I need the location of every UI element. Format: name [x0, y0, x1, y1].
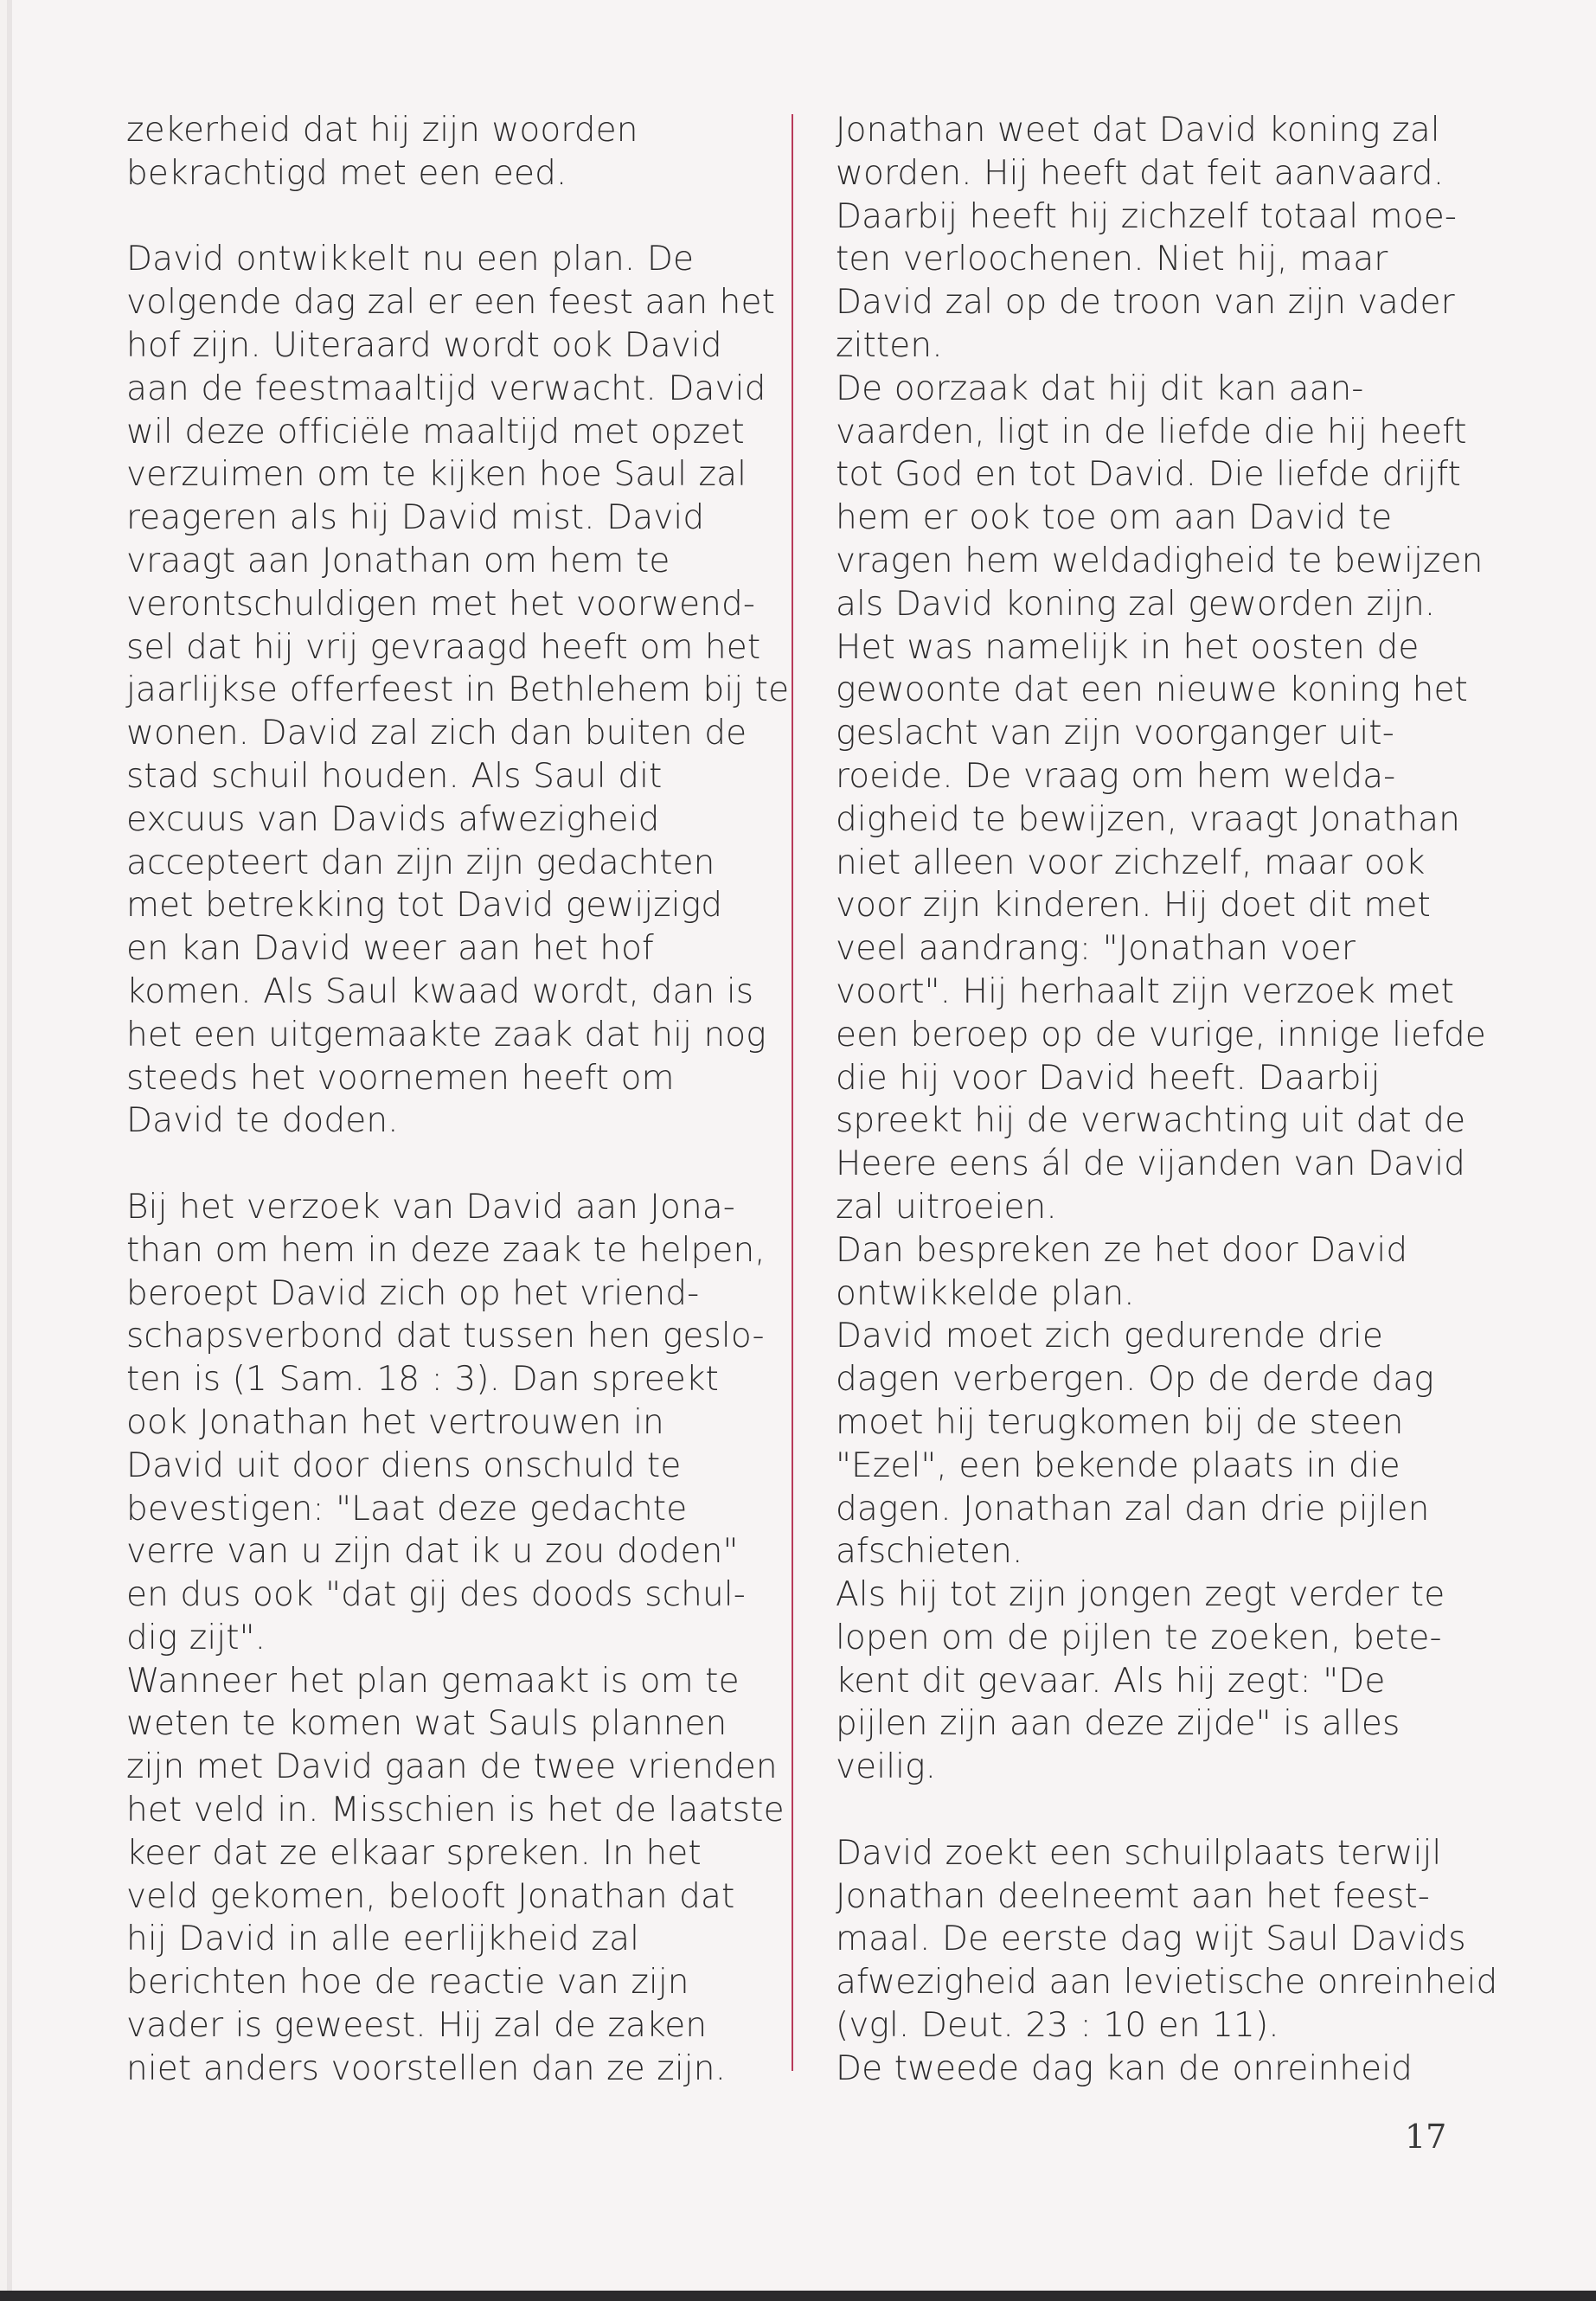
- column-divider: [792, 114, 793, 2071]
- paragraph-gap: [126, 195, 784, 239]
- text-line: Daarbij heeft hij zichzelf totaal moe-: [836, 196, 1457, 236]
- text-line: David ontwikkelt nu een plan. De: [126, 240, 695, 279]
- text-line: wonen. David zal zich dan buiten de: [126, 714, 747, 753]
- text-line: komen. Als Saul kwaad wordt, dan is: [126, 971, 754, 1011]
- text-line: zal uitroeien.: [836, 1187, 1057, 1227]
- scan-edge: [0, 2291, 1596, 2301]
- text-line: David te doden.: [126, 1101, 399, 1141]
- text-line: zijn met David gaan de twee vrienden: [126, 1747, 778, 1787]
- text-line: bekrachtigd met een eed.: [126, 153, 567, 193]
- text-line: aan de feestmaaltijd verwacht. David: [126, 369, 766, 408]
- text-line: roeide. De vraag om hem welda-: [836, 756, 1396, 796]
- text-line: vragen hem weldadigheid te bewijzen: [836, 541, 1484, 580]
- text-line: verontschuldigen met het voorwend-: [126, 584, 756, 624]
- text-line: bevestigen: "Laat deze gedachte: [126, 1489, 688, 1529]
- text-line: veel aandrang: "Jonathan voer: [836, 929, 1356, 969]
- text-line: ook Jonathan het vertrouwen in: [126, 1402, 664, 1442]
- text-line: than om hem in deze zaak te helpen,: [126, 1230, 766, 1270]
- text-line: lopen om de pijlen te zoeken, bete-: [836, 1618, 1442, 1657]
- text-line: wil deze officiële maaltijd met opzet: [126, 412, 745, 452]
- text-line: als David koning zal geworden zijn.: [836, 584, 1436, 624]
- text-line: schapsverbond dat tussen hen geslo-: [126, 1317, 765, 1356]
- text-line: Als hij tot zijn jongen zegt verder te: [836, 1575, 1445, 1615]
- text-line: stad schuil houden. Als Saul dit: [126, 756, 663, 796]
- text-line: "Ezel", een bekende plaats in die: [836, 1445, 1401, 1485]
- text-line: hof zijn. Uiteraard wordt ook David: [126, 325, 722, 365]
- text-line: een beroep op de vurige, innige liefde: [836, 1015, 1486, 1054]
- text-line: keer dat ze elkaar spreken. In het: [126, 1833, 702, 1873]
- text-line: veld gekomen, belooft Jonathan dat: [126, 1876, 735, 1916]
- text-line: het een uitgemaakte zaak dat hij nog: [126, 1015, 766, 1054]
- text-line: maal. De eerste dag wijt Saul Davids: [836, 1920, 1466, 1959]
- text-line: (vgl. Deut. 23 : 10 en 11).: [836, 2006, 1279, 2046]
- text-line: veilig.: [836, 1747, 937, 1787]
- text-line: Jonathan deelneemt aan het feest-: [836, 1876, 1430, 1916]
- text-line: volgende dag zal er een feest aan het: [126, 283, 775, 323]
- text-line: verre van u zijn dat ik u zou doden": [126, 1532, 739, 1572]
- text-line: excuus van Davids afwezigheid: [126, 799, 660, 839]
- text-line: het veld in. Misschien is het de laatste: [126, 1791, 785, 1830]
- text-line: Jonathan weet dat David koning zal: [836, 111, 1440, 150]
- text-line: De oorzaak dat hij dit kan aan-: [836, 369, 1364, 408]
- text-line: David moet zich gedurende drie: [836, 1317, 1383, 1356]
- text-line: verzuimen om te kijken hoe Saul zal: [126, 455, 747, 495]
- text-line: steeds het voornemen heeft om: [126, 1058, 675, 1098]
- left-text-column: [126, 109, 790, 2091]
- text-line: Heere eens ál de vijanden van David: [836, 1144, 1466, 1184]
- text-line: afschieten.: [836, 1532, 1023, 1572]
- text-line: kent dit gevaar. Als hij zegt: "De: [836, 1661, 1386, 1701]
- text-line: Het was namelijk in het oosten de: [836, 627, 1420, 667]
- text-line: pijlen zijn aan deze zijde" is alles: [836, 1704, 1401, 1744]
- text-line: David zoekt een schuilplaats terwijl: [836, 1833, 1442, 1873]
- text-line: spreekt hij de verwachting uit dat de: [836, 1101, 1466, 1141]
- text-line: berichten hoe de reactie van zijn: [126, 1963, 689, 2003]
- paragraph-gap: [126, 1143, 784, 1186]
- text-line: geslacht van zijn voorganger uit-: [836, 714, 1394, 753]
- text-line: ten verloochenen. Niet hij, maar: [836, 240, 1388, 279]
- text-line: David uit door diens onschuld te: [126, 1445, 682, 1485]
- text-line: gewoonte dat een nieuwe koning het: [836, 670, 1468, 710]
- text-line: niet alleen voor zichzelf, maar ook: [836, 843, 1426, 882]
- text-line: reageren als hij David mist. David: [126, 498, 705, 538]
- text-line: ten is (1 Sam. 18 : 3). Dan spreekt: [126, 1360, 719, 1400]
- text-line: dagen. Jonathan zal dan drie pijlen: [836, 1489, 1430, 1529]
- text-line: ontwikkelde plan.: [836, 1273, 1135, 1313]
- text-line: Dan bespreken ze het door David: [836, 1230, 1408, 1270]
- text-line: zitten.: [836, 325, 943, 365]
- text-line: jaarlijkse offerfeest in Bethlehem bij te: [126, 670, 790, 710]
- text-line: vaarden, ligt in de liefde die hij heeft: [836, 412, 1467, 452]
- text-line: worden. Hij heeft dat feit aanvaard.: [836, 153, 1445, 193]
- text-line: Wanneer het plan gemaakt is om te: [126, 1661, 740, 1701]
- paragraph-gap: [836, 1789, 1458, 1832]
- text-line: hem er ook toe om aan David te: [836, 498, 1393, 538]
- text-line: niet anders voorstellen dan ze zijn.: [126, 2048, 727, 2088]
- text-line: met betrekking tot David gewijzigd: [126, 886, 723, 926]
- text-line: hij David in alle eerlijkheid zal: [126, 1920, 640, 1959]
- right-text-column: [836, 109, 1498, 2091]
- text-line: sel dat hij vrij gevraagd heeft om het: [126, 627, 761, 667]
- text-line: moet hij terugkomen bij de steen: [836, 1402, 1404, 1442]
- text-line: die hij voor David heeft. Daarbij: [836, 1058, 1381, 1098]
- text-line: tot God en tot David. Die liefde drijft: [836, 455, 1461, 495]
- text-line: en kan David weer aan het hof: [126, 929, 654, 969]
- text-line: accepteert dan zijn zijn gedachten: [126, 843, 715, 882]
- text-line: De tweede dag kan de onreinheid: [836, 2048, 1413, 2088]
- text-line: Bij het verzoek van David aan Jona-: [126, 1187, 735, 1227]
- text-line: weten te komen wat Sauls plannen: [126, 1704, 727, 1744]
- book-page: [7, 0, 1596, 2291]
- text-line: afwezigheid aan levietische onreinheid: [836, 1963, 1498, 2003]
- text-line: dagen verbergen. Op de derde dag: [836, 1360, 1434, 1400]
- text-line: zekerheid dat hij zijn woorden: [126, 111, 638, 150]
- text-line: dig zijt".: [126, 1618, 266, 1657]
- text-line: en dus ook "dat gij des doods schul-: [126, 1575, 746, 1615]
- text-line: vraagt aan Jonathan om hem te: [126, 541, 670, 580]
- text-line: voort". Hij herhaalt zijn verzoek met: [836, 971, 1455, 1011]
- page-number: 17: [1405, 2118, 1447, 2156]
- text-line: beroept David zich op het vriend-: [126, 1273, 700, 1313]
- text-line: voor zijn kinderen. Hij doet dit met: [836, 886, 1431, 926]
- text-line: vader is geweest. Hij zal de zaken: [126, 2006, 708, 2046]
- text-line: digheid te bewijzen, vraagt Jonathan: [836, 799, 1460, 839]
- text-line: David zal op de troon van zijn vader: [836, 283, 1455, 323]
